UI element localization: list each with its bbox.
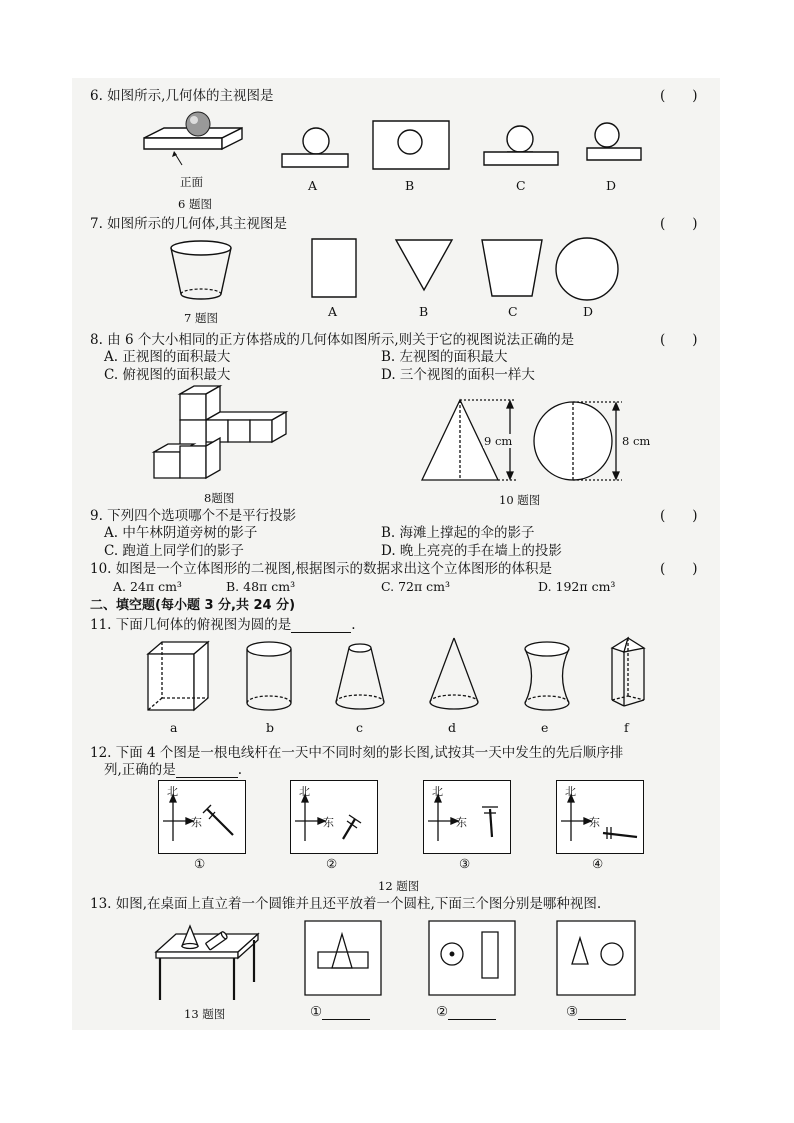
q11-solid-f-prism — [610, 636, 646, 712]
q12-label-4: ④ — [592, 856, 604, 871]
q11-solid-b-cylinder — [244, 640, 294, 712]
q12-panel-3-north: 北 — [432, 785, 443, 798]
q6-option-c-figure — [482, 122, 562, 168]
q11-label-a: a — [170, 720, 178, 735]
q10-two-view-figure — [416, 396, 636, 486]
q13-label-2: ② — [436, 1004, 449, 1020]
q6-figure-caption: 6 题图 — [178, 197, 212, 211]
q9-option-c: C. 跑道上同学们的影子 — [104, 543, 244, 559]
q10-option-b: B. 48π cm³ — [226, 579, 296, 594]
q9-option-b: B. 海滩上撑起的伞的影子 — [381, 525, 535, 541]
q12-answer-blank[interactable] — [176, 763, 238, 778]
q6-option-d-label: D — [606, 178, 617, 193]
q11-label-b: b — [266, 720, 275, 735]
q11-answer-blank[interactable] — [291, 618, 351, 633]
q12-stem-end: . — [237, 762, 243, 778]
q13-answer-blank-2[interactable] — [448, 1005, 496, 1020]
q13-stem: 13. 如图,在桌面上直立着一个圆锥并且还平放着一个圆柱,下面三个图分别是哪种视图. — [90, 896, 602, 912]
q7-option-c-label: C — [508, 304, 518, 319]
q10-option-a: A. 24π cm³ — [113, 579, 182, 594]
q13-answer-blank-1[interactable] — [322, 1005, 370, 1020]
q8-figure-caption: 8题图 — [204, 491, 235, 505]
q10-option-c: C. 72π cm³ — [381, 579, 451, 594]
q12-figure-caption: 12 题图 — [378, 879, 420, 893]
q12-panel-4-east: 东 — [589, 816, 600, 829]
q8-option-c: C. 俯视图的面积最大 — [104, 367, 231, 383]
q13-view-3 — [556, 920, 636, 996]
q13-answer-blank-3[interactable] — [578, 1005, 626, 1020]
q6-figure — [140, 108, 250, 168]
q13-label-1: ① — [310, 1004, 323, 1020]
q11-label-c: c — [356, 720, 364, 735]
q9-option-a: A. 中午林阴道旁树的影子 — [104, 525, 258, 541]
q11-solid-c-frustum — [334, 640, 386, 712]
q7-figure — [168, 238, 234, 304]
q12-stem-line2: 列,正确的是 — [104, 762, 176, 778]
q8-cube-figure — [150, 386, 300, 486]
q10-stem: 10. 如图是一个立体图形的二视图,根据图示的数据求出这个立体图形的体积是 — [90, 561, 553, 577]
q11-stem-end: . — [351, 617, 356, 633]
q11-label-d: d — [448, 720, 457, 735]
q12-panel-3 — [423, 780, 511, 854]
q6-stem: 6. 如图所示,几何体的主视图是 — [90, 88, 274, 104]
q7-option-a-figure — [311, 238, 357, 298]
q13-answer-1-wrap — [310, 1004, 370, 1020]
q6-option-b-figure — [372, 120, 450, 170]
q8-answer-paren: ( ) — [660, 332, 698, 348]
q12-panel-2-east: 东 — [323, 816, 334, 829]
q13-view-1 — [304, 920, 382, 996]
q11-stem-line — [90, 617, 356, 633]
q6-front-label: 正面 — [180, 175, 203, 189]
q7-option-c-figure — [480, 238, 544, 298]
q11-solid-a-cube — [146, 640, 210, 712]
q7-option-b-figure — [394, 238, 454, 292]
q6-answer-paren: ( ) — [660, 88, 698, 104]
q6-option-a-figure — [280, 124, 350, 170]
q7-answer-paren: ( ) — [660, 216, 698, 232]
q8-option-b: B. 左视图的面积最大 — [381, 349, 508, 365]
q13-view-2 — [428, 920, 516, 996]
q8-stem: 8. 由 6 个大小相同的正方体搭成的几何体如图所示,则关于它的视图说法正确的是 — [90, 332, 575, 348]
q9-stem: 9. 下列四个选项哪个不是平行投影 — [90, 508, 297, 524]
q12-panel-4-north: 北 — [565, 785, 576, 798]
q12-label-1: ① — [194, 856, 206, 871]
q11-solid-d-cone — [428, 636, 480, 712]
q11-label-e: e — [541, 720, 549, 735]
q10-option-d: D. 192π cm³ — [538, 579, 616, 594]
q11-label-f: f — [624, 720, 629, 735]
q12-panel-1-east: 东 — [191, 816, 202, 829]
q6-option-a-label: A — [308, 178, 318, 193]
q12-panel-3-east: 东 — [456, 816, 467, 829]
q6-option-c-label: C — [516, 178, 526, 193]
q13-answer-2-wrap — [436, 1004, 496, 1020]
q7-figure-caption: 7 题图 — [184, 311, 218, 325]
q8-option-d: D. 三个视图的面积一样大 — [381, 367, 535, 383]
q12-stem-line2-wrap — [104, 762, 242, 778]
q6-option-d-figure — [585, 120, 645, 166]
q7-option-d-figure — [554, 236, 620, 302]
q9-answer-paren: ( ) — [660, 508, 698, 524]
q12-label-3: ③ — [459, 856, 471, 871]
q11-stem: 11. 下面几何体的俯视图为圆的是 — [90, 617, 292, 633]
q10-height-label: 9 cm — [484, 434, 513, 448]
section-2-heading: 二、填空题(每小题 3 分,共 24 分) — [90, 598, 296, 613]
q10-answer-paren: ( ) — [660, 561, 698, 577]
q12-stem-line1: 12. 下面 4 个图是一根电线杆在一天中不同时刻的影长图,试按其一天中发生的先后顺序排 — [90, 745, 624, 761]
q12-panel-2-north: 北 — [299, 785, 310, 798]
q13-answer-3-wrap — [566, 1004, 626, 1020]
q8-option-a: A. 正视图的面积最大 — [104, 349, 231, 365]
q13-label-3: ③ — [566, 1004, 579, 1020]
q13-figure-caption: 13 题图 — [184, 1007, 226, 1021]
q13-table-figure — [150, 922, 262, 1002]
q12-panel-1-north: 北 — [167, 785, 178, 798]
q10-diameter-label: 8 cm — [622, 434, 651, 448]
q12-panel-4 — [556, 780, 644, 854]
q7-stem: 7. 如图所示的几何体,其主视图是 — [90, 216, 287, 232]
q12-panel-2 — [290, 780, 378, 854]
q6-option-b-label: B — [405, 178, 415, 193]
q12-panel-1 — [158, 780, 246, 854]
q7-option-b-label: B — [419, 304, 429, 319]
q7-option-a-label: A — [328, 304, 338, 319]
q7-option-d-label: D — [583, 304, 594, 319]
q11-solid-e-hyperboloid — [522, 640, 572, 712]
q9-option-d: D. 晚上亮亮的手在墙上的投影 — [381, 543, 562, 559]
q10-figure-caption: 10 题图 — [499, 493, 541, 507]
q12-label-2: ② — [326, 856, 338, 871]
